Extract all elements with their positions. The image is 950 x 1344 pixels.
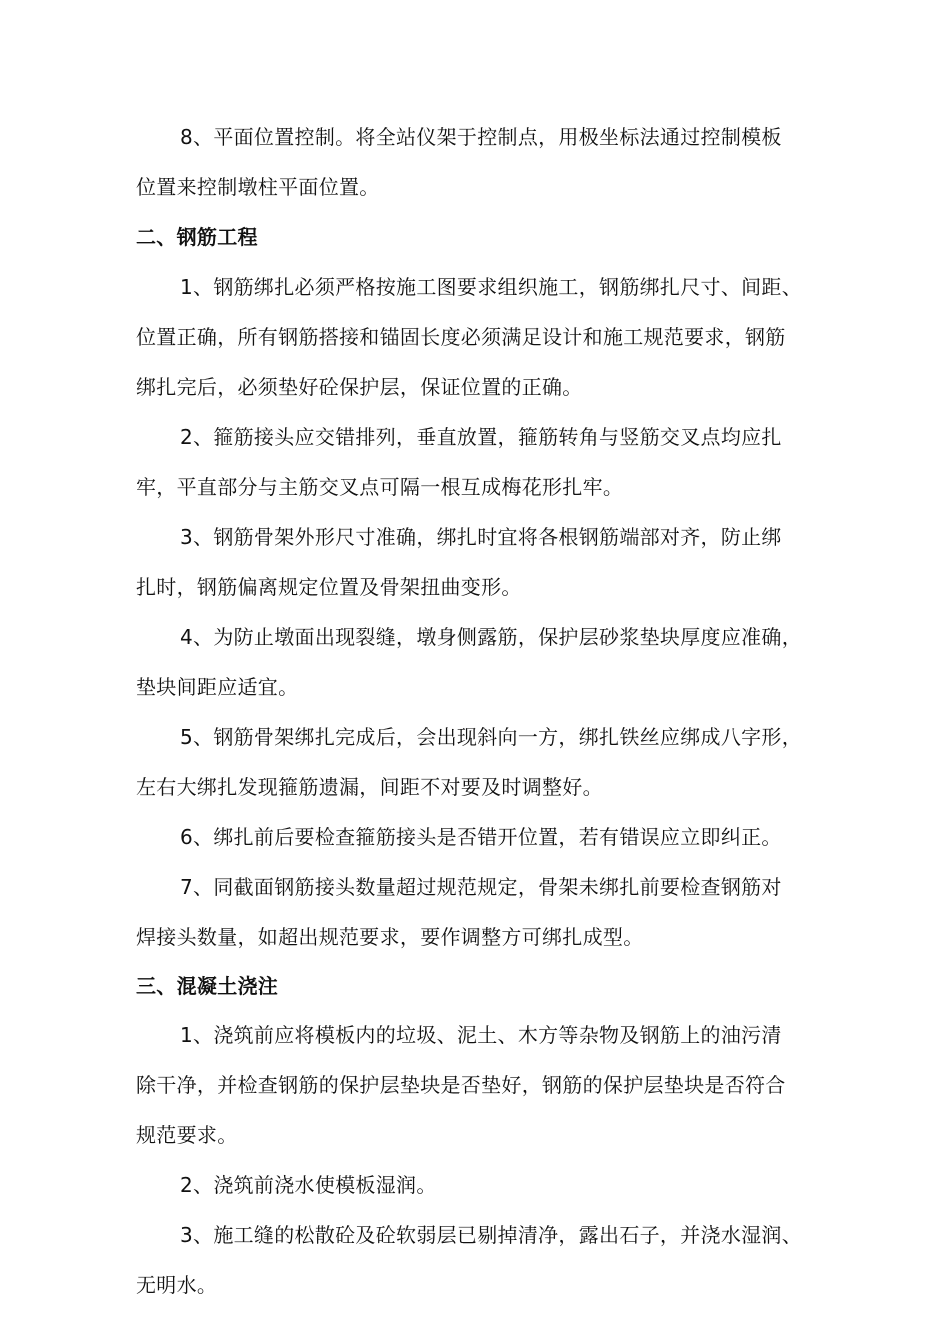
section-heading: 二、钢筋工程 [136, 225, 258, 249]
paragraph-line: 绑扎完后，必须垫好砼保护层，保证位置的正确。 [136, 375, 583, 399]
paragraph-line: 无明水。 [136, 1273, 218, 1297]
paragraph-line: 左右大绑扎发现箍筋遗漏，间距不对要及时调整好。 [136, 775, 603, 799]
paragraph-line: 2、浇筑前浇水使模板湿润。 [180, 1173, 437, 1197]
paragraph-line: 焊接头数量，如超出规范要求，要作调整方可绑扎成型。 [136, 925, 644, 949]
paragraph-line: 1、浇筑前应将模板内的垃圾、泥土、木方等杂物及钢筋上的油污清 [180, 1023, 782, 1047]
paragraph-line: 牢，平直部分与主筋交叉点可隔一根互成梅花形扎牢。 [136, 475, 624, 499]
paragraph-line: 位置来控制墩柱平面位置。 [136, 175, 380, 199]
paragraph-line: 3、钢筋骨架外形尺寸准确，绑扎时宜将各根钢筋端部对齐，防止绑 [180, 525, 782, 549]
paragraph-line: 垫块间距应适宜。 [136, 675, 299, 699]
paragraph-line: 5、钢筋骨架绑扎完成后，会出现斜向一方，绑扎铁丝应绑成八字形， [180, 725, 803, 749]
paragraph-line: 扎时，钢筋偏离规定位置及骨架扭曲变形。 [136, 575, 522, 599]
paragraph-line: 位置正确，所有钢筋搭接和锚固长度必须满足设计和施工规范要求，钢筋 [136, 325, 786, 349]
paragraph-line: 7、同截面钢筋接头数量超过规范规定，骨架未绑扎前要检查钢筋对 [180, 875, 782, 899]
paragraph-line: 规范要求。 [136, 1123, 238, 1147]
paragraph-line: 6、绑扎前后要检查箍筋接头是否错开位置，若有错误应立即纠正。 [180, 825, 782, 849]
paragraph-line: 除干净，并检查钢筋的保护层垫块是否垫好，钢筋的保护层垫块是否符合 [136, 1073, 786, 1097]
paragraph-line: 8、平面位置控制。将全站仪架于控制点，用极坐标法通过控制模板 [180, 125, 782, 149]
section-heading: 三、混凝土浇注 [136, 974, 279, 998]
paragraph-line: 4、为防止墩面出现裂缝，墩身侧露筋，保护层砂浆垫块厚度应准确， [180, 625, 803, 649]
paragraph-line: 1、钢筋绑扎必须严格按施工图要求组织施工，钢筋绑扎尺寸、间距、 [180, 275, 803, 299]
paragraph-line: 2、箍筋接头应交错排列，垂直放置，箍筋转角与竖筋交叉点均应扎 [180, 425, 782, 449]
paragraph-line: 3、施工缝的松散砼及砼软弱层已剔掉清净，露出石子，并浇水湿润、 [180, 1223, 803, 1247]
